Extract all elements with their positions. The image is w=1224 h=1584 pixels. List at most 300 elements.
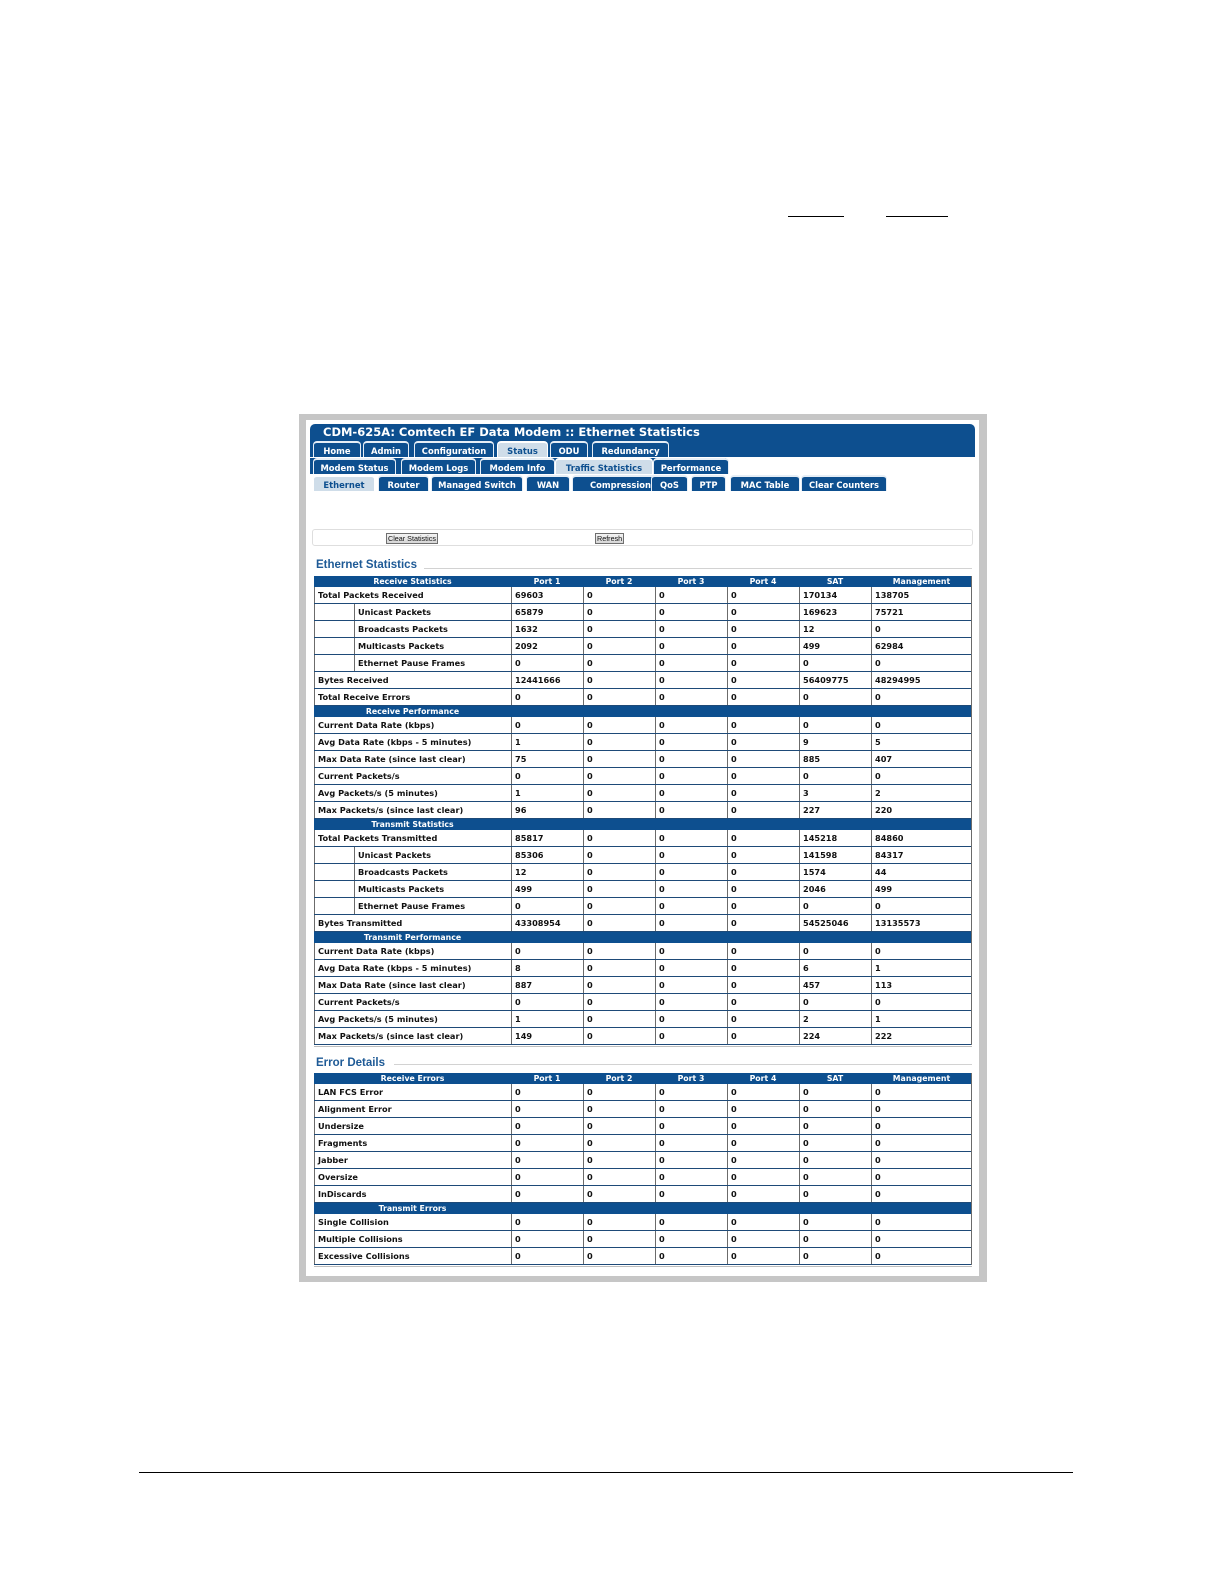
table-row bbox=[314, 1186, 972, 1203]
cell-port-4: 0 bbox=[727, 768, 799, 784]
row-label: Max Data Rate (since last clear) bbox=[314, 751, 511, 767]
cell-port-2: 0 bbox=[583, 1135, 655, 1151]
cell-port-3: 0 bbox=[655, 638, 727, 654]
indent-spacer bbox=[314, 864, 354, 880]
cell-management: 0 bbox=[871, 1135, 972, 1151]
clear-statistics-button[interactable]: Clear Statistics bbox=[388, 534, 436, 543]
row-label: Alignment Error bbox=[314, 1101, 511, 1117]
cell-port-1: 0 bbox=[511, 1084, 583, 1100]
refresh-button[interactable]: Refresh bbox=[597, 534, 623, 543]
cell-port-3: 0 bbox=[655, 1084, 727, 1100]
cell-port-4: 0 bbox=[727, 1101, 799, 1117]
row-label: InDiscards bbox=[314, 1186, 511, 1202]
tab-traffic-statistics[interactable]: Traffic Statistics bbox=[555, 458, 653, 474]
table-row bbox=[314, 621, 972, 638]
tab-status[interactable]: Status bbox=[497, 441, 548, 457]
cell-port-2: 0 bbox=[583, 1084, 655, 1100]
cell-port-1: 0 bbox=[511, 1101, 583, 1117]
cell-port-2: 0 bbox=[583, 1169, 655, 1185]
cell-management: 0 bbox=[871, 1101, 972, 1117]
cell-sat: 0 bbox=[799, 1214, 871, 1230]
tab-redundancy[interactable]: Redundancy bbox=[592, 441, 669, 457]
cell-port-4: 0 bbox=[727, 717, 799, 733]
page-footer-rule bbox=[139, 1472, 1073, 1473]
cell-management: 0 bbox=[871, 994, 972, 1010]
table-row bbox=[314, 1101, 972, 1118]
tab-wan[interactable]: WAN bbox=[526, 475, 570, 491]
primary-nav bbox=[310, 441, 975, 457]
cell-port-1: 0 bbox=[511, 689, 583, 705]
cell-port-3: 0 bbox=[655, 830, 727, 846]
cell-port-4: 0 bbox=[727, 1214, 799, 1230]
column-header-management: Management bbox=[892, 1074, 951, 1083]
column-header-port-2: Port 2 bbox=[605, 577, 633, 586]
tab-ethernet[interactable]: Ethernet bbox=[313, 475, 375, 491]
cell-port-2: 0 bbox=[583, 587, 655, 603]
column-header-port-1: Port 1 bbox=[533, 1074, 561, 1083]
cell-sat: 0 bbox=[799, 943, 871, 959]
table-bottom-shadow bbox=[314, 1266, 972, 1267]
cell-port-2: 0 bbox=[583, 994, 655, 1010]
indent-spacer bbox=[314, 881, 354, 897]
cell-port-1: 0 bbox=[511, 1118, 583, 1134]
row-label: Excessive Collisions bbox=[314, 1248, 511, 1264]
cell-sat: 54525046 bbox=[799, 915, 871, 931]
cell-port-4: 0 bbox=[727, 655, 799, 671]
cell-management: 0 bbox=[871, 655, 972, 671]
tertiary-nav bbox=[310, 475, 975, 491]
table-row bbox=[314, 587, 972, 604]
group-header-label: Receive Errors bbox=[380, 1074, 445, 1083]
cell-port-1: 12441666 bbox=[511, 672, 583, 688]
cell-port-1: 887 bbox=[511, 977, 583, 993]
cell-management: 84860 bbox=[871, 830, 972, 846]
cell-port-4: 0 bbox=[727, 1028, 799, 1044]
cell-port-4: 0 bbox=[727, 1135, 799, 1151]
column-header-port-3: Port 3 bbox=[677, 577, 705, 586]
group-header-receive-performance bbox=[314, 706, 972, 717]
table-row bbox=[314, 847, 972, 864]
indent-spacer bbox=[314, 655, 354, 671]
cell-sat: 0 bbox=[799, 768, 871, 784]
cell-management: 84317 bbox=[871, 847, 972, 863]
cell-port-1: 12 bbox=[511, 864, 583, 880]
cell-management: 220 bbox=[871, 802, 972, 818]
cell-port-1: 96 bbox=[511, 802, 583, 818]
row-label: LAN FCS Error bbox=[314, 1084, 511, 1100]
cell-port-1: 0 bbox=[511, 994, 583, 1010]
row-label: Fragments bbox=[314, 1135, 511, 1151]
cell-port-3: 0 bbox=[655, 1011, 727, 1027]
row-label: Max Data Rate (since last clear) bbox=[314, 977, 511, 993]
table-row bbox=[314, 785, 972, 802]
cell-management: 0 bbox=[871, 1186, 972, 1202]
cell-sat: 0 bbox=[799, 1231, 871, 1247]
cell-sat: 145218 bbox=[799, 830, 871, 846]
cell-port-3: 0 bbox=[655, 1118, 727, 1134]
group-header-receive-statistics bbox=[314, 576, 972, 587]
cell-management: 44 bbox=[871, 864, 972, 880]
cell-port-4: 0 bbox=[727, 1152, 799, 1168]
row-label: Current Packets/s bbox=[314, 768, 511, 784]
tab-configuration[interactable]: Configuration bbox=[414, 441, 494, 457]
cell-port-2: 0 bbox=[583, 734, 655, 750]
cell-port-1: 149 bbox=[511, 1028, 583, 1044]
cell-sat: 0 bbox=[799, 1169, 871, 1185]
table-row bbox=[314, 1169, 972, 1186]
cell-port-3: 0 bbox=[655, 768, 727, 784]
table-row bbox=[314, 1118, 972, 1135]
cell-port-2: 0 bbox=[583, 1028, 655, 1044]
cell-port-4: 0 bbox=[727, 734, 799, 750]
cell-port-1: 0 bbox=[511, 1169, 583, 1185]
indent-spacer bbox=[314, 898, 354, 914]
cell-management: 499 bbox=[871, 881, 972, 897]
cell-sat: 0 bbox=[799, 1101, 871, 1117]
cell-port-1: 0 bbox=[511, 1152, 583, 1168]
cell-management: 48294995 bbox=[871, 672, 972, 688]
table-row bbox=[314, 672, 972, 689]
column-header-management: Management bbox=[892, 577, 951, 586]
cell-port-3: 0 bbox=[655, 915, 727, 931]
cell-port-4: 0 bbox=[727, 1248, 799, 1264]
tab-performance[interactable]: Performance bbox=[653, 458, 729, 474]
cell-port-1: 0 bbox=[511, 717, 583, 733]
cell-sat: 1574 bbox=[799, 864, 871, 880]
cell-management: 62984 bbox=[871, 638, 972, 654]
window-title: CDM-625A: Comtech EF Data Modem :: Ethernet Statistics bbox=[310, 424, 975, 441]
row-label: Ethernet Pause Frames bbox=[354, 898, 511, 914]
row-label: Avg Data Rate (kbps - 5 minutes) bbox=[314, 960, 511, 976]
cell-port-3: 0 bbox=[655, 587, 727, 603]
table-row bbox=[314, 1214, 972, 1231]
tab-modem-status[interactable]: Modem Status bbox=[313, 458, 396, 474]
cell-sat: 224 bbox=[799, 1028, 871, 1044]
group-header-label: Transmit Performance bbox=[363, 933, 462, 942]
table-row bbox=[314, 751, 972, 768]
table-row bbox=[314, 898, 972, 915]
cell-port-2: 0 bbox=[583, 621, 655, 637]
row-label: Avg Packets/s (5 minutes) bbox=[314, 1011, 511, 1027]
row-label: Current Data Rate (kbps) bbox=[314, 943, 511, 959]
table-right-border bbox=[971, 1073, 972, 1265]
column-header-port-1: Port 1 bbox=[533, 577, 561, 586]
cell-port-4: 0 bbox=[727, 943, 799, 959]
row-label: Undersize bbox=[314, 1118, 511, 1134]
row-label: Total Receive Errors bbox=[314, 689, 511, 705]
table-row bbox=[314, 1028, 972, 1045]
cell-sat: 227 bbox=[799, 802, 871, 818]
cell-management: 13135573 bbox=[871, 915, 972, 931]
cell-sat: 0 bbox=[799, 1135, 871, 1151]
cell-port-4: 0 bbox=[727, 830, 799, 846]
cell-management: 0 bbox=[871, 1084, 972, 1100]
cell-sat: 169623 bbox=[799, 604, 871, 620]
group-header-transmit-statistics bbox=[314, 819, 972, 830]
cell-port-2: 0 bbox=[583, 1011, 655, 1027]
cell-port-2: 0 bbox=[583, 1101, 655, 1117]
cell-management: 222 bbox=[871, 1028, 972, 1044]
cell-port-2: 0 bbox=[583, 1118, 655, 1134]
cell-port-1: 8 bbox=[511, 960, 583, 976]
table-row bbox=[314, 717, 972, 734]
row-label: Current Data Rate (kbps) bbox=[314, 717, 511, 733]
cell-sat: 0 bbox=[799, 717, 871, 733]
cell-port-3: 0 bbox=[655, 1231, 727, 1247]
cell-management: 407 bbox=[871, 751, 972, 767]
cell-port-4: 0 bbox=[727, 672, 799, 688]
table-row bbox=[314, 1084, 972, 1101]
cell-sat: 2 bbox=[799, 1011, 871, 1027]
row-label: Bytes Received bbox=[314, 672, 511, 688]
cell-port-4: 0 bbox=[727, 802, 799, 818]
cell-port-2: 0 bbox=[583, 847, 655, 863]
cell-management: 0 bbox=[871, 1214, 972, 1230]
cell-port-4: 0 bbox=[727, 881, 799, 897]
cell-port-2: 0 bbox=[583, 898, 655, 914]
cell-port-4: 0 bbox=[727, 915, 799, 931]
ethernet-statistics-title: Ethernet Statistics bbox=[316, 559, 417, 571]
cell-port-1: 0 bbox=[511, 1186, 583, 1202]
cell-management: 0 bbox=[871, 1248, 972, 1264]
cell-port-4: 0 bbox=[727, 1011, 799, 1027]
page-blank-underline-1 bbox=[788, 216, 844, 217]
cell-port-3: 0 bbox=[655, 672, 727, 688]
cell-port-4: 0 bbox=[727, 1118, 799, 1134]
cell-port-3: 0 bbox=[655, 1214, 727, 1230]
table-row bbox=[314, 638, 972, 655]
tab-modem-logs[interactable]: Modem Logs bbox=[401, 458, 476, 474]
row-label: Jabber bbox=[314, 1152, 511, 1168]
cell-port-2: 0 bbox=[583, 1214, 655, 1230]
cell-sat: 0 bbox=[799, 1186, 871, 1202]
cell-management: 0 bbox=[871, 1231, 972, 1247]
cell-sat: 0 bbox=[799, 689, 871, 705]
tab-modem-info[interactable]: Modem Info bbox=[480, 458, 555, 474]
cell-port-3: 0 bbox=[655, 604, 727, 620]
tab-ptp[interactable]: PTP bbox=[691, 475, 726, 491]
table-row bbox=[314, 689, 972, 706]
cell-port-3: 0 bbox=[655, 717, 727, 733]
cell-sat: 457 bbox=[799, 977, 871, 993]
cell-port-4: 0 bbox=[727, 1186, 799, 1202]
row-label: Avg Packets/s (5 minutes) bbox=[314, 785, 511, 801]
cell-port-3: 0 bbox=[655, 1248, 727, 1264]
row-label: Bytes Transmitted bbox=[314, 915, 511, 931]
cell-sat: 0 bbox=[799, 1118, 871, 1134]
table-row bbox=[314, 915, 972, 932]
cell-port-2: 0 bbox=[583, 1231, 655, 1247]
cell-port-4: 0 bbox=[727, 1084, 799, 1100]
cell-sat: 0 bbox=[799, 655, 871, 671]
group-header-transmit-errors bbox=[314, 1203, 972, 1214]
tab-mac-table[interactable]: MAC Table bbox=[730, 475, 800, 491]
row-label: Max Packets/s (since last clear) bbox=[314, 1028, 511, 1044]
cell-port-4: 0 bbox=[727, 638, 799, 654]
cell-sat: 0 bbox=[799, 1152, 871, 1168]
group-header-label: Receive Statistics bbox=[373, 577, 452, 586]
tab-router[interactable]: Router bbox=[378, 475, 429, 491]
cell-port-2: 0 bbox=[583, 672, 655, 688]
column-header-port-3: Port 3 bbox=[677, 1074, 705, 1083]
page-blank-underline-2 bbox=[886, 216, 948, 217]
column-header-port-4: Port 4 bbox=[749, 577, 777, 586]
row-label: Current Packets/s bbox=[314, 994, 511, 1010]
cell-management: 2 bbox=[871, 785, 972, 801]
browser-screenshot bbox=[306, 420, 979, 1276]
table-row bbox=[314, 830, 972, 847]
cell-port-1: 85306 bbox=[511, 847, 583, 863]
cell-port-3: 0 bbox=[655, 994, 727, 1010]
cell-port-3: 0 bbox=[655, 977, 727, 993]
cell-port-3: 0 bbox=[655, 1101, 727, 1117]
cell-port-3: 0 bbox=[655, 943, 727, 959]
row-label: Oversize bbox=[314, 1169, 511, 1185]
cell-port-1: 85817 bbox=[511, 830, 583, 846]
row-label: Unicast Packets bbox=[354, 604, 511, 620]
table-row bbox=[314, 943, 972, 960]
row-label: Single Collision bbox=[314, 1214, 511, 1230]
column-header-port-2: Port 2 bbox=[605, 1074, 633, 1083]
cell-port-4: 0 bbox=[727, 1169, 799, 1185]
cell-port-1: 43308954 bbox=[511, 915, 583, 931]
cell-port-1: 0 bbox=[511, 898, 583, 914]
cell-port-3: 0 bbox=[655, 621, 727, 637]
cell-sat: 0 bbox=[799, 1248, 871, 1264]
cell-sat: 0 bbox=[799, 1084, 871, 1100]
cell-port-2: 0 bbox=[583, 960, 655, 976]
cell-port-1: 0 bbox=[511, 943, 583, 959]
cell-port-1: 75 bbox=[511, 751, 583, 767]
cell-management: 5 bbox=[871, 734, 972, 750]
cell-management: 1 bbox=[871, 960, 972, 976]
table-row bbox=[314, 881, 972, 898]
row-label: Total Packets Received bbox=[314, 587, 511, 603]
table-row bbox=[314, 802, 972, 819]
cell-port-1: 1 bbox=[511, 734, 583, 750]
cell-port-2: 0 bbox=[583, 1248, 655, 1264]
tab-qos[interactable]: QoS bbox=[651, 475, 688, 491]
cell-port-3: 0 bbox=[655, 655, 727, 671]
cell-port-1: 69603 bbox=[511, 587, 583, 603]
tab-odu[interactable]: ODU bbox=[550, 441, 588, 457]
cell-port-4: 0 bbox=[727, 785, 799, 801]
cell-port-1: 0 bbox=[511, 1135, 583, 1151]
cell-port-1: 65879 bbox=[511, 604, 583, 620]
cell-sat: 2046 bbox=[799, 881, 871, 897]
indent-spacer bbox=[314, 847, 354, 863]
group-header-label: Receive Performance bbox=[365, 707, 460, 716]
tab-compression[interactable]: Compression bbox=[572, 475, 669, 491]
cell-port-1: 0 bbox=[511, 768, 583, 784]
cell-management: 0 bbox=[871, 1118, 972, 1134]
cell-sat: 499 bbox=[799, 638, 871, 654]
table-row bbox=[314, 1135, 972, 1152]
table-right-border bbox=[971, 576, 972, 1045]
tab-admin[interactable]: Admin bbox=[363, 441, 409, 457]
cell-port-2: 0 bbox=[583, 655, 655, 671]
cell-sat: 9 bbox=[799, 734, 871, 750]
action-button-bar bbox=[312, 529, 973, 546]
cell-sat: 56409775 bbox=[799, 672, 871, 688]
table-row bbox=[314, 977, 972, 994]
cell-port-3: 0 bbox=[655, 1186, 727, 1202]
cell-sat: 6 bbox=[799, 960, 871, 976]
cell-port-1: 0 bbox=[511, 655, 583, 671]
cell-management: 0 bbox=[871, 898, 972, 914]
indent-spacer bbox=[314, 621, 354, 637]
cell-port-4: 0 bbox=[727, 960, 799, 976]
column-header-sat: SAT bbox=[826, 577, 844, 586]
cell-port-1: 1632 bbox=[511, 621, 583, 637]
error-details-title: Error Details bbox=[316, 1057, 386, 1069]
cell-management: 113 bbox=[871, 977, 972, 993]
cell-management: 0 bbox=[871, 1169, 972, 1185]
column-header-sat: SAT bbox=[826, 1074, 844, 1083]
cell-port-3: 0 bbox=[655, 898, 727, 914]
cell-port-1: 1 bbox=[511, 785, 583, 801]
cell-port-1: 0 bbox=[511, 1214, 583, 1230]
cell-port-3: 0 bbox=[655, 1135, 727, 1151]
cell-port-2: 0 bbox=[583, 943, 655, 959]
cell-port-2: 0 bbox=[583, 689, 655, 705]
cell-port-4: 0 bbox=[727, 847, 799, 863]
row-label: Max Packets/s (since last clear) bbox=[314, 802, 511, 818]
ethernet-statistics-rule bbox=[424, 568, 972, 569]
cell-port-3: 0 bbox=[655, 960, 727, 976]
table-row bbox=[314, 1248, 972, 1265]
cell-port-3: 0 bbox=[655, 689, 727, 705]
table-row bbox=[314, 994, 972, 1011]
cell-management: 0 bbox=[871, 943, 972, 959]
cell-port-3: 0 bbox=[655, 864, 727, 880]
cell-sat: 141598 bbox=[799, 847, 871, 863]
cell-port-4: 0 bbox=[727, 621, 799, 637]
tab-managed-switch[interactable]: Managed Switch bbox=[431, 475, 523, 491]
cell-management: 0 bbox=[871, 689, 972, 705]
cell-port-4: 0 bbox=[727, 604, 799, 620]
cell-sat: 12 bbox=[799, 621, 871, 637]
cell-management: 0 bbox=[871, 1152, 972, 1168]
cell-management: 75721 bbox=[871, 604, 972, 620]
cell-port-3: 0 bbox=[655, 785, 727, 801]
cell-management: 0 bbox=[871, 768, 972, 784]
cell-port-4: 0 bbox=[727, 1231, 799, 1247]
cell-port-4: 0 bbox=[727, 994, 799, 1010]
cell-sat: 3 bbox=[799, 785, 871, 801]
cell-port-2: 0 bbox=[583, 1186, 655, 1202]
row-label: Total Packets Transmitted bbox=[314, 830, 511, 846]
column-header-port-4: Port 4 bbox=[749, 1074, 777, 1083]
cell-management: 0 bbox=[871, 621, 972, 637]
cell-port-2: 0 bbox=[583, 785, 655, 801]
cell-sat: 0 bbox=[799, 994, 871, 1010]
cell-port-2: 0 bbox=[583, 768, 655, 784]
cell-port-3: 0 bbox=[655, 751, 727, 767]
cell-port-4: 0 bbox=[727, 751, 799, 767]
table-row bbox=[314, 864, 972, 881]
row-label: Unicast Packets bbox=[354, 847, 511, 863]
cell-port-1: 0 bbox=[511, 1248, 583, 1264]
table-row bbox=[314, 960, 972, 977]
cell-port-3: 0 bbox=[655, 1152, 727, 1168]
cell-port-1: 2092 bbox=[511, 638, 583, 654]
cell-port-2: 0 bbox=[583, 915, 655, 931]
tab-clear-counters[interactable]: Clear Counters bbox=[801, 475, 887, 491]
tab-home[interactable]: Home bbox=[313, 441, 361, 457]
row-label: Multicasts Packets bbox=[354, 881, 511, 897]
cell-port-3: 0 bbox=[655, 1028, 727, 1044]
